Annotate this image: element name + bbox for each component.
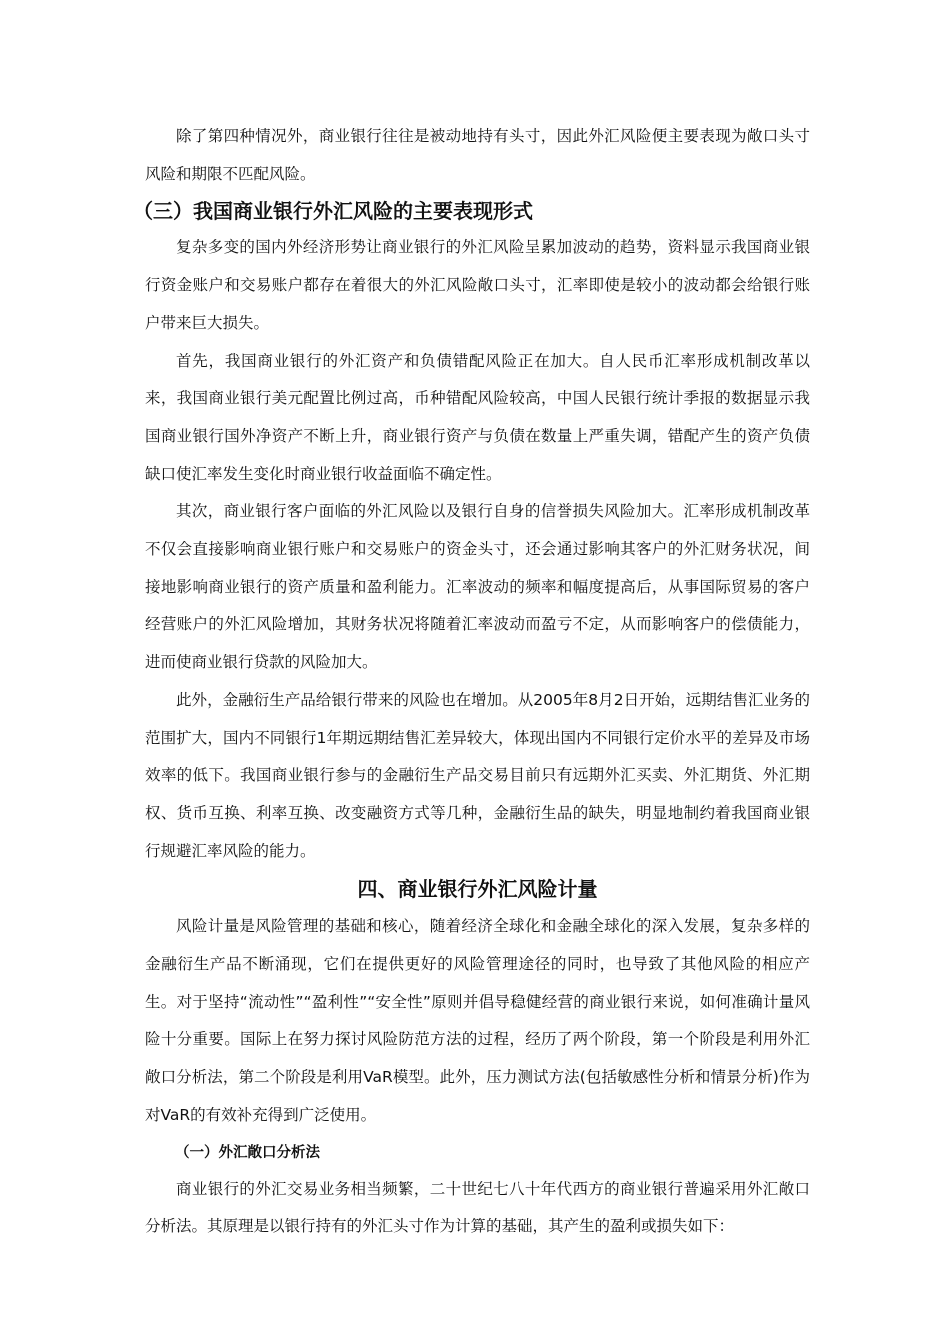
paragraph-risk-measurement: 风险计量是风险管理的基础和核心，随着经济全球化和金融全球化的深入发展，复杂多样的金融衍生产品不断涌现，它们在提供更好的风险管理途径的同时，也导致了其他风险的相应产生。对于坚持“流动性”“盈利性”“安全性”原则并倡导稳健经营的商业银行来说，如何准确计量风险十分重要。国际上在努力探讨风险防范方法的过程，经历了两个阶段，第一个阶段是利用外汇敞口分析法，第二个阶段是利用VaR模型。此外，压力测试方法(包括敏感性分析和情景分析)作为对VaR的有效补充得到广泛使用。 <box>145 917 810 1124</box>
subsection-heading-forms: （三）我国商业银行外汇风险的主要表现形式 <box>133 199 533 224</box>
minor-heading-exposure-analysis: （一）外汇敞口分析法 <box>175 1144 320 1161</box>
paragraph-derivatives-risk: 此外，金融衍生产品给银行带来的风险也在增加。从2005年8月2日开始，远期结售汇业务的范围扩大，国内不同银行1年期远期结售汇差异较大，体现出国内不同银行定价水平的差异及市场效率的低下。我国商业银行参与的金融衍生产品交易目前只有远期外汇买卖、外汇期货、外汇期权、货币互换、利率互换、改变融资方式等几种，金融衍生品的缺失，明显地制约着我国商业银行规避汇率风险的能力。 <box>145 690 810 860</box>
document-page <box>133 118 810 1246</box>
paragraph-mismatch-risk: 首先，我国商业银行的外汇资产和负债错配风险正在加大。自人民币汇率形成机制改革以来，我国商业银行美元配置比例过高，币种错配风险较高，中国人民银行统计季报的数据显示我国商业银行国外净资产不断上升，商业银行资产与负债在数量上严重失调，错配产生的资产负债缺口使汇率发生变化时商业银行收益面临不确定性。 <box>145 351 810 483</box>
section-heading-measurement: 四、商业银行外汇风险计量 <box>357 877 598 902</box>
paragraph-client-risk: 其次，商业银行客户面临的外汇风险以及银行自身的信誉损失风险加大。汇率形成机制改革不仅会直接影响商业银行账户和交易账户的资金头寸，还会通过影响其客户的外汇财务状况，间接地影响商业银行的资产质量和盈利能力。汇率波动的频率和幅度提高后，从事国际贸易的客户经营账户的外汇风险增加，其财务状况将随着汇率波动而盈亏不定，从而影响客户的偿债能力，进而使商业银行贷款的风险加大。 <box>145 502 810 672</box>
paragraph-economic-situation: 复杂多变的国内外经济形势让商业银行的外汇风险呈累加波动的趋势，资料显示我国商业银行资金账户和交易账户都存在着很大的外汇风险敞口头寸，汇率即使是较小的波动都会给银行账户带来巨大损失。 <box>145 238 810 332</box>
paragraph-exposure-risk: 除了第四种情况外，商业银行往往是被动地持有头寸，因此外汇风险便主要表现为敞口头寸风险和期限不匹配风险。 <box>145 127 810 183</box>
paragraph-exposure-analysis: 商业银行的外汇交易业务相当频繁，二十世纪七八十年代西方的商业银行普遍采用外汇敞口分析法。其原理是以银行持有的外汇头寸作为计算的基础，其产生的盈利或损失如下： <box>145 1179 810 1236</box>
